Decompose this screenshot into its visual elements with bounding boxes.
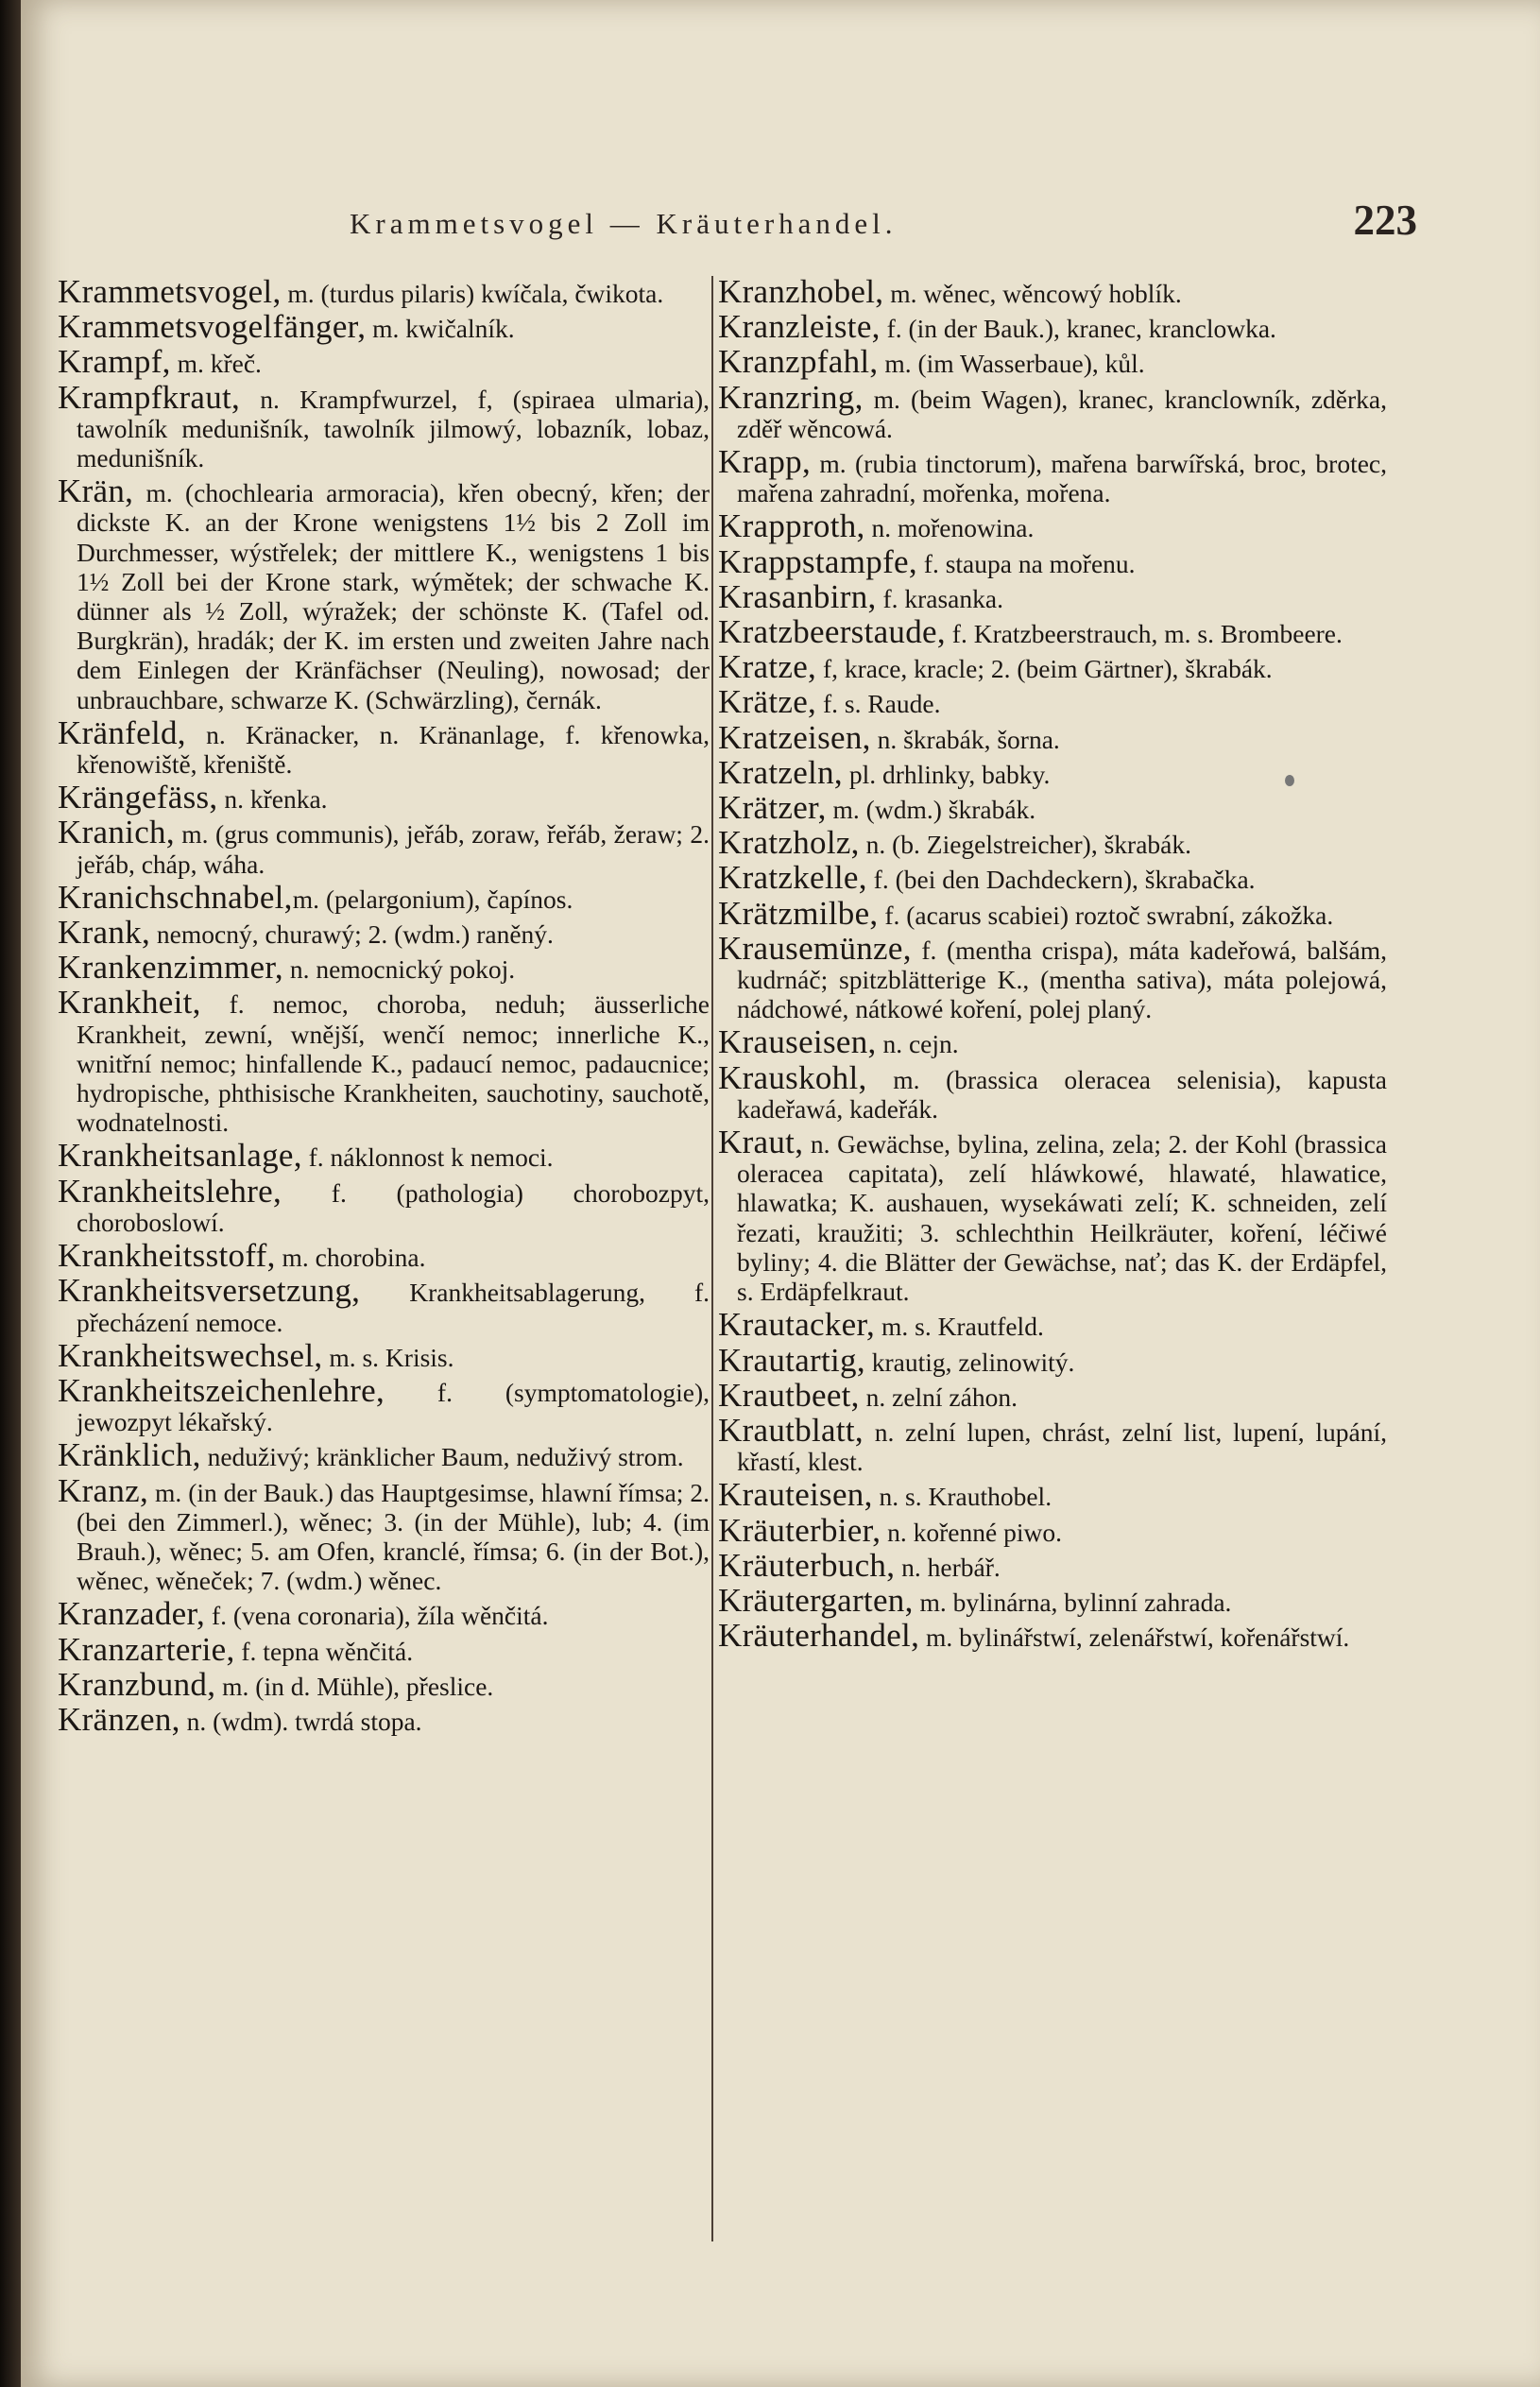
entry-definition: n. s. Krauthobel. [872,1482,1052,1512]
entry-headword: Krautblatt, [718,1411,864,1449]
dictionary-entry [718,507,1387,545]
entry-definition: n. škrabák, šorna. [870,724,1060,754]
entry-headword: Krätze, [718,683,817,721]
dictionary-entry [58,949,710,987]
page-number: 223 [1353,197,1417,244]
left-column [58,273,710,1740]
entry-definition: f. nemoc, choroba, neduh; äusserliche Krankheit, zewní, wnější, wenčí nemoc; innerliche K., wnitřní nemoc; hinfallende K., padaucí nemoc, padaucnice; hydropische, phthisische Krankheiten, sauchotiny, sauchotě, wodnatelnosti. [77,989,710,1138]
entry-headword: Krampfkraut, [58,378,241,416]
entry-definition: m. bylinárna, bylinní zahrada. [913,1587,1232,1617]
dictionary-entry [58,308,710,346]
entry-definition: f. (pathologia) chorobozpyt, choroboslowí. [77,1177,710,1237]
entry-headword: Kränfeld, [58,713,186,751]
entry-definition: f. náklonnost k nemoci. [301,1142,554,1173]
entry-definition: f. (bei den Dachdeckern), škrabačka. [866,865,1256,895]
entry-definition: n. zelní lupen, chrást, zelní list, lupení, lupání, křastí, klest. [737,1417,1387,1477]
dictionary-entry [718,1376,1387,1414]
entry-definition: f. (in der Bauk.), kranec, kranclowka. [880,314,1276,344]
dictionary-entry [718,824,1387,862]
entry-headword: Krammetsvogel, [58,273,282,310]
dictionary-entry [718,1306,1387,1344]
dictionary-entry [58,814,710,879]
entry-headword: Krautbeet, [718,1376,860,1414]
entry-definition: f. (vena coronaria), žíla wěnčitá. [205,1601,549,1631]
dictionary-entry [58,1237,710,1275]
entry-headword: Krankheitsanlage, [58,1137,302,1175]
entry-headword: Krankheitsstoff, [58,1237,276,1275]
entry-headword: Kranzarterie, [58,1630,235,1668]
entry-definition: f. s. Raude. [816,689,941,719]
entry-headword: Krammetsvogelfänger, [58,308,367,346]
dictionary-entry [58,273,710,310]
entry-definition: m. (pelargonium), čapínos. [292,884,573,914]
entry-headword: Kranzhobel, [718,273,884,310]
entry-definition: n. Gewächse, bylina, zelina, zela; 2. der Kohl (brassica oleracea capitata), zelí hláwkowé, hlawaté, hlawatice, hlawatka; K. aushauen, wysekáwati zelí; K. schneiden, zelí řezati, kraužiti; 3. schlechthin Heilkräuter, koření, léčiwé byliny; 4. die Blätter der Gewächse, nať; das K. der Erdäpfel, s. Erdäpfelkraut. [737,1129,1387,1307]
dictionary-entry [718,789,1387,827]
dictionary-entry [58,1371,710,1437]
entry-definition: m. (im Wasserbaue), kůl. [878,349,1145,379]
dictionary-entry [718,1411,1387,1477]
entry-definition: f. staupa na mořenu. [916,548,1136,578]
entry-definition: n. (wdm). twrdá stopa. [180,1706,422,1736]
entry-headword: Krapproth, [718,507,865,545]
dictionary-entry [58,984,710,1138]
entry-headword: Krankenzimmer, [58,949,283,987]
dictionary-entry [718,894,1387,932]
dictionary-entry [718,1617,1387,1655]
entry-headword: Kranzpfahl, [718,343,879,381]
dictionary-entry [718,1341,1387,1379]
dictionary-entry [58,713,710,780]
entry-headword: Kräuterbuch, [718,1546,896,1584]
entry-definition: f. (mentha crispa), máta kadeřowá, balšám, kudrnáč; spitzblätterige K., (mentha sativa), máta polejowá, nádchowé, nátkowé koření, polej planý. [737,935,1387,1024]
entry-definition: m. (beim Wagen), kranec, kranclowník, zděrka, zděř wěncowá. [737,384,1387,443]
entry-definition: m. wěnec, wěncowý hoblík. [883,279,1182,308]
entry-headword: Kranichschnabel, [58,878,293,916]
entry-definition: n. herbář. [895,1552,1001,1582]
dictionary-entry [718,683,1387,721]
entry-headword: Kratzbeerstaude, [718,613,946,651]
dictionary-entry [718,1023,1387,1061]
entry-headword: Kränklich, [58,1436,201,1474]
dictionary-entry [718,1511,1387,1549]
dictionary-entry [718,929,1387,1024]
entry-headword: Kränzen, [58,1700,180,1738]
entry-headword: Kräuterbier, [718,1511,881,1549]
entry-definition: m. (brassica oleracea selenisia), kapusta kadeřawá, kadeřák. [737,1064,1387,1124]
dictionary-entry [718,542,1387,580]
dictionary-entry [718,378,1387,443]
entry-headword: Kranz, [58,1471,149,1509]
dictionary-entry [718,648,1387,686]
column-divider [711,276,713,2241]
entry-headword: Krätzmilbe, [718,894,879,932]
dictionary-entry [58,1272,710,1337]
entry-headword: Krapp, [718,443,812,481]
right-column [718,273,1387,1656]
entry-definition: m. bylinářstwí, zelenářstwí, kořenářstwí. [919,1623,1350,1653]
dictionary-entry [58,1172,710,1237]
entry-headword: Krankheitszeichenlehre, [58,1371,385,1409]
entry-definition: m. (in der Bauk.) das Hauptgesimse, hlawní římsa; 2. (bei den Zimmerl.), wěnec; 3. (in der Mühle), lub; 4. (im Brauh.), wěnec; 5. am Ofen, kranclé, římsa; 6. (in der Bot.), wěnec, wěneček; 7. (wdm.) wěnec. [77,1477,710,1596]
entry-definition: f. (acarus scabiei) roztoč swrabní, zákožka. [878,900,1334,930]
entry-headword: Krankheit, [58,984,201,1022]
entry-headword: Kranzader, [58,1595,206,1633]
dictionary-entry [58,779,710,816]
entry-headword: Kratzeisen, [718,718,871,756]
entry-definition: n. Kränacker, n. Kränanlage, f. křenowka, křenowiště, křeniště. [77,719,710,780]
entry-definition: m. (turdus pilaris) kwíčala, čwikota. [281,279,664,308]
dictionary-entry [718,1058,1387,1124]
dictionary-entry [58,1336,710,1374]
entry-headword: Krängefäss, [58,779,218,816]
dictionary-entry [718,1546,1387,1584]
entry-headword: Krankheitslehre, [58,1172,282,1210]
dictionary-entry [58,914,710,952]
entry-headword: Krappstampfe, [718,542,917,580]
entry-headword: Krän, [58,472,134,510]
dictionary-entry [718,718,1387,756]
entry-headword: Kraut, [718,1124,804,1161]
entry-definition: f. Kratzbeerstrauch, m. s. Brombeere. [945,619,1343,649]
entry-headword: Krausemünze, [718,929,912,967]
entry-definition: krautig, zelinowitý. [864,1347,1075,1377]
entry-headword: Kranzbund, [58,1665,216,1703]
dictionary-entry [58,378,710,473]
entry-definition: m. (in d. Mühle), přeslice. [215,1671,494,1701]
dictionary-entry [58,878,710,916]
dictionary-entry [58,1137,710,1175]
dictionary-entry [58,1630,710,1668]
entry-headword: Krautacker, [718,1306,876,1344]
entry-headword: Kranzleiste, [718,308,881,346]
dictionary-entry [718,343,1387,381]
dictionary-entry [718,308,1387,346]
dictionary-entry [718,273,1387,310]
entry-definition: m. s. Krautfeld. [875,1312,1044,1342]
entry-definition: n. cejn. [876,1029,959,1059]
dictionary-entry [718,577,1387,615]
entry-headword: Krauseisen, [718,1023,877,1061]
dictionary-entry [58,1471,710,1596]
entry-headword: Kranich, [58,814,175,851]
entry-headword: Krasanbirn, [718,577,877,615]
entry-headword: Kräutergarten, [718,1581,914,1619]
entry-definition: f, krace, kracle; 2. (beim Gärtner), škrabák. [816,654,1273,684]
dictionary-entry [718,859,1387,897]
entry-headword: Krätzer, [718,789,827,827]
dictionary-entry [58,1665,710,1703]
dictionary-entry [718,443,1387,508]
entry-definition: m. s. Krisis. [322,1342,454,1372]
entry-headword: Kratzkelle, [718,859,867,897]
entry-definition: n. mořenowina. [864,513,1035,543]
entry-definition: n. kořenné piwo. [881,1517,1062,1547]
entry-headword: Kratzholz, [718,824,860,862]
dictionary-entry [58,472,710,714]
entry-headword: Krauskohl, [718,1058,867,1096]
entry-definition: nemocný, churawý; 2. (wdm.) raněný. [150,919,554,950]
entry-definition: m. chorobina. [275,1243,426,1273]
entry-headword: Kratzeln, [718,753,843,791]
entry-definition: f. (symptomatologie), jewozpyt lékařský. [77,1377,710,1437]
page-header [350,194,1417,260]
entry-definition: n. (b. Ziegelstreicher), škrabák. [859,830,1191,860]
entry-definition: neduživý; kränklicher Baum, neduživý strom. [200,1442,684,1472]
running-head: Krammetsvogel — Kräuterhandel. [350,207,898,240]
dictionary-entry [58,343,710,381]
dictionary-entry [718,1476,1387,1514]
entry-definition: m. (rubia tinctorum), mařena barwířská, broc, brotec, mařena zahradní, mořenka, mořena. [737,449,1387,508]
entry-definition: m. kwičalník. [366,314,515,344]
dictionary-entry [58,1436,710,1474]
entry-headword: Kratze, [718,648,817,686]
entry-definition: f. tepna wěnčitá. [234,1636,414,1666]
dictionary-entry [58,1700,710,1738]
entry-definition: pl. drhlinky, babky. [842,759,1051,789]
entry-headword: Krankheitsversetzung, [58,1272,361,1310]
entry-headword: Krauteisen, [718,1476,873,1514]
entry-headword: Krank, [58,914,151,952]
dictionary-entry [718,1581,1387,1619]
entry-definition: n. nemocnický pokoj. [282,954,516,985]
entry-definition: Krankheitsablagerung, f. přecházení nemoce. [77,1278,710,1337]
entry-definition: m. (grus communis), jeřáb, zoraw, řeřáb, žeraw; 2. jeřáb, cháp, wáha. [77,819,710,879]
entry-headword: Krampf, [58,343,171,381]
entry-headword: Kranzring, [718,378,864,416]
dictionary-entry [718,753,1387,791]
dictionary-entry [58,1595,710,1633]
book-gutter [0,0,21,2387]
entry-definition: m. křeč. [170,349,262,379]
entry-definition: m. (chochlearia armoracia), křen obecný, křen; der dickste K. an der Krone wenigstens 1½ bis 2 Zoll im Durchmesser, wýstřelek; der mittlere K., wenigstens 1 bis 1½ Zoll bei der Krone stark, wýmětek; der schwache K. dünner als ½ Zoll, wýražek; der schönste K. (Tafel od. Burgkrän), hradák; der K. im ersten und zweiten Jahre nach dem Einlegen der Kränfächser (Neuling), nowosad; der unbrauchbare, schwarze K. (Schwärzling), černák. [77,478,710,714]
entry-headword: Krautartig, [718,1341,865,1379]
entry-definition: f. krasanka. [876,583,1003,613]
dictionary-entry [718,1124,1387,1307]
entry-definition: n. Krampfwurzel, f, (spiraea ulmaria), tawolník medunišník, tawolník jilmowý, lobazník, lobaz, medunišník. [77,384,710,473]
entry-definition: m. (wdm.) škrabák. [826,795,1036,825]
entry-definition: n. zelní záhon. [859,1382,1018,1412]
entry-definition: n. křenka. [217,784,328,815]
dictionary-entry [718,613,1387,651]
entry-headword: Krankheitswechsel, [58,1336,323,1374]
entry-headword: Kräuterhandel, [718,1617,920,1655]
